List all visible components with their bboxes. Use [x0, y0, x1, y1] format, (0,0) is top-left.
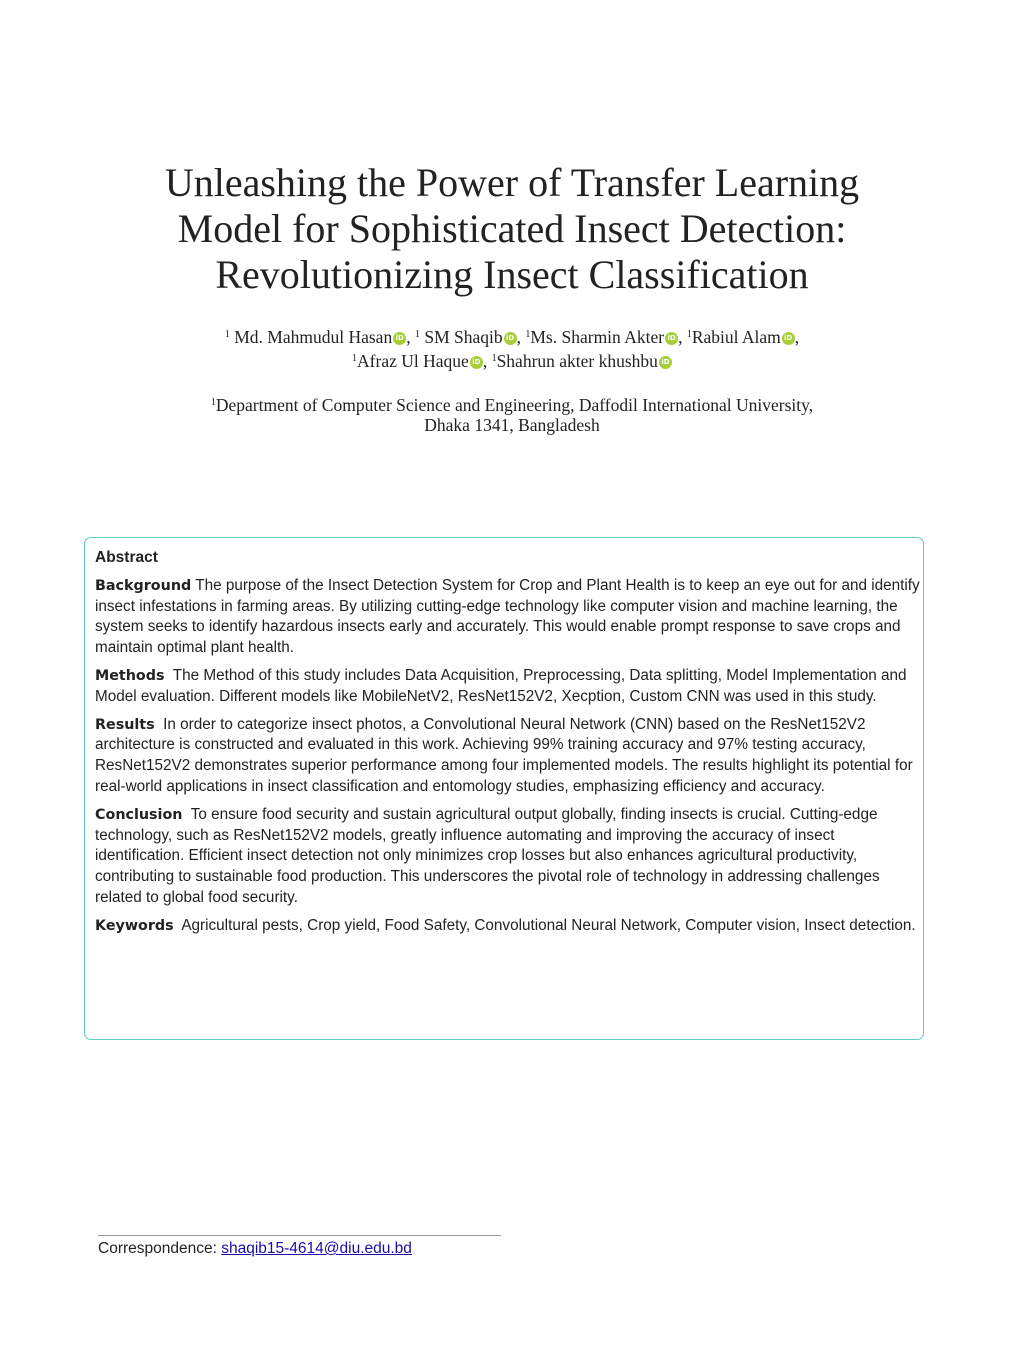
correspondence [98, 1240, 412, 1258]
section-label: Results [95, 716, 155, 733]
author: $^1$Shahrun akter khushbu iD [492, 351, 672, 371]
section-label: Keywords [95, 917, 174, 934]
section-label: Methods [95, 667, 165, 684]
paper-title [100, 160, 924, 298]
abstract-heading: Abstract [95, 549, 158, 566]
author-name: Ms. Sharmin Akter [530, 327, 665, 347]
author: $^1$Afraz Ul Haque iD [352, 351, 483, 371]
section-label: Background [95, 577, 192, 594]
section-text: Agricultural pests, Crop yield, Food Safety, Convolutional Neural Network, Computer vision, Insect detection. [181, 916, 916, 934]
author: $^1$ Md. Mahmudul Hasan iD [225, 327, 406, 347]
section-text: The purpose of the Insect Detection System for Crop and Plant Health is to keep an eye out for and identify insect infestations in farming areas. By utilizing cutting-edge technology like computer vision and machine learning, the system seeks to identify hazardous insects early and accurately. This would enable prompt response to save crops and maintain optimal plant health. [95, 576, 920, 657]
author: $^1$Rabiul Alam iD [687, 327, 795, 347]
author-list-line-2: $^1$Afraz Ul Haque iD , $^1$Shahrun akter khushbu iD [60, 347, 964, 373]
title-line: Model for Sophisticated Insect Detection: [177, 206, 847, 251]
author-name: Shahrun akter khushbu [496, 351, 658, 371]
author: $^1$Ms. Sharmin Akter iD [525, 327, 678, 347]
orcid-icon[interactable]: iD [393, 332, 406, 345]
abstract-conclusion [95, 805, 927, 909]
section-text: The Method of this study includes Data Acquisition, Preprocessing, Data splitting, Model Implementation and Model evaluation. Different models like MobileNetV2, ResNet152V2, Xecption, Custom CNN was used in this study. [95, 666, 907, 705]
section-text: In order to categorize insect photos, a Convolutional Neural Network (CNN) based on the ResNet152V2 architecture is constructed and evaluated in this work. Achieving 99% training accuracy and 97% testing accuracy, ResNet152V2 demonstrates superior performance among four implemented models. The results highlight its potential for real-world applications in insect classification and entomology studies, emphasizing efficiency and accuracy. [95, 715, 913, 795]
author: $^1$ SM Shaqib iD [415, 327, 517, 347]
title-line: Unleashing the Power of Transfer Learning [164, 160, 860, 205]
author-name: Rabiul Alam [691, 327, 781, 347]
abstract-methods [95, 666, 927, 708]
correspondence-email-link[interactable]: shaqib15-4614@diu.edu.bd [221, 1240, 412, 1257]
section-text: To ensure food security and sustain agricultural output globally, finding insects is crucial. Cutting-edge technology, such as ResNet152V2 models, greatly influence automating and improving the accuracy of insect identification. Efficient insect detection not only minimizes crop losses but also enhances agricultural productivity, contributing to sustainable food production. This underscores the pivotal role of technology in addressing challenges related to global food security. [95, 805, 880, 906]
title-line: Revolutionizing Insect Classification [215, 252, 809, 297]
affiliation-line-2: Dhaka 1341, Bangladesh [424, 415, 600, 435]
author-list-line-1: $^1$ Md. Mahmudul Hasan iD , $^1$ SM Shaqib iD , $^1$Ms. Sharmin Akter iD , $^1$Rabiul Alam iD , [224, 327, 800, 347]
abstract-background [95, 576, 927, 659]
correspondence-label: Correspondence: [98, 1240, 217, 1257]
footnote-divider [98, 1235, 501, 1236]
orcid-icon[interactable]: iD [659, 356, 672, 369]
orcid-icon[interactable]: iD [504, 332, 517, 345]
author-name: Md. Mahmudul Hasan [234, 327, 393, 347]
section-label: Conclusion [95, 806, 183, 823]
orcid-icon[interactable]: iD [470, 356, 483, 369]
orcid-icon[interactable]: iD [782, 332, 795, 345]
abstract-box [84, 537, 924, 1040]
author-name: SM Shaqib [424, 327, 503, 347]
affiliation: $^1$Department of Computer Science and Engineering, Daffodil International University, [210, 395, 814, 415]
author-name: Afraz Ul Haque [357, 351, 469, 371]
abstract-keywords [95, 916, 927, 937]
orcid-icon[interactable]: iD [665, 332, 678, 345]
abstract-results [95, 715, 927, 798]
